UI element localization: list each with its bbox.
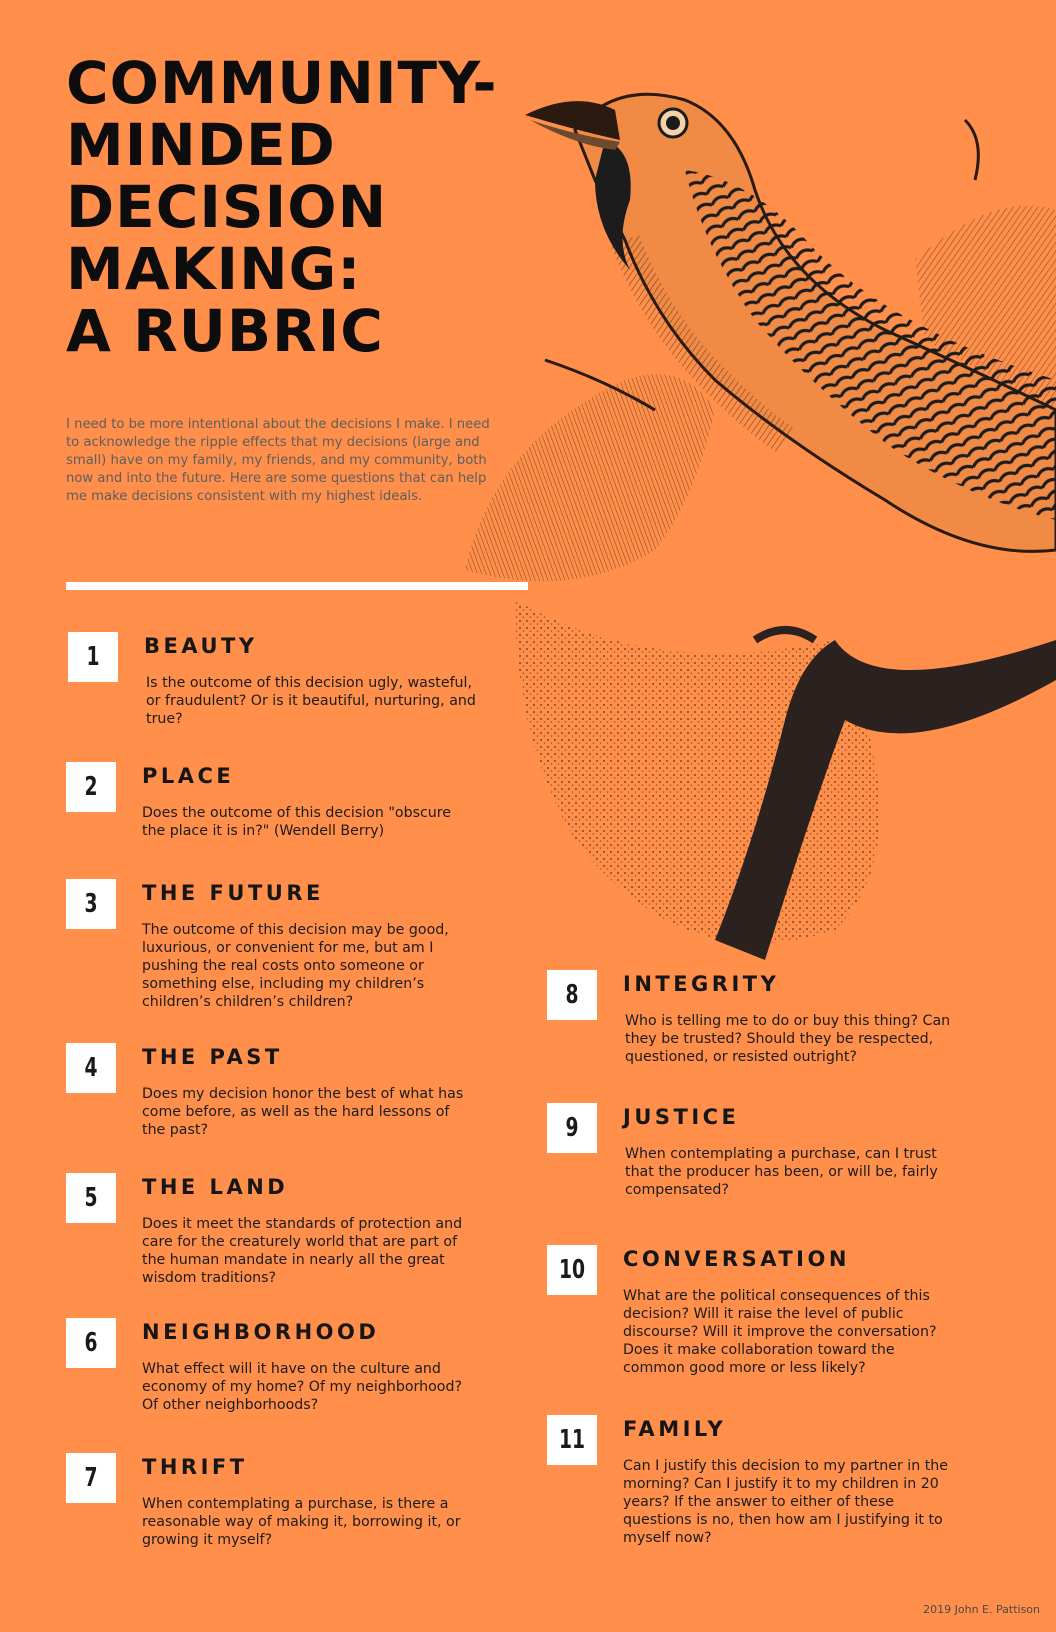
item-number: 1 <box>86 642 100 672</box>
divider <box>66 582 528 590</box>
item-number-box <box>547 1415 597 1465</box>
item-number: 6 <box>84 1328 98 1358</box>
item-number: 11 <box>558 1425 586 1455</box>
item-text: What are the political consequences of this decision? Will it raise the level of public discourse? Will it improve the conversation? Does it make collaboration toward the common good more or less likely? <box>623 1288 937 1376</box>
item-number: 8 <box>565 980 579 1010</box>
item-number: 5 <box>84 1183 98 1213</box>
item-number-box <box>66 1453 116 1503</box>
title-line: MINDED <box>66 111 336 179</box>
item-number-box <box>547 970 597 1020</box>
item-title: THE FUTURE <box>142 881 324 905</box>
item-number-box <box>66 1043 116 1093</box>
item-text: When contemplating a purchase, can I trust that the producer has been, or will be, fairly compensated? <box>625 1146 938 1198</box>
foliage-left-shape <box>465 374 715 581</box>
item-number: 10 <box>558 1255 586 1285</box>
item-number-box <box>547 1103 597 1153</box>
item-text: When contemplating a purchase, is there a reasonable way of making it, borrowing it, or growing it myself? <box>142 1496 461 1548</box>
title-line: MAKING: <box>66 235 362 303</box>
item-title: JUSTICE <box>623 1105 740 1129</box>
intro-paragraph: I need to be more intentional about the decisions I make. I need to acknowledge the ripple effects that my decisions (large and small) have on my family, my friends, and my community, both now and into the future. Here are some questions that can help me make decisions consistent with my highest ideals. <box>66 417 490 504</box>
bird-illustration <box>455 80 1056 980</box>
item-title: THE PAST <box>142 1045 283 1069</box>
item-number: 2 <box>84 772 98 802</box>
page-title <box>66 49 536 365</box>
item-title: NEIGHBORHOOD <box>142 1320 380 1344</box>
item-title: INTEGRITY <box>623 972 780 996</box>
item-number-box <box>68 632 118 682</box>
item-number-box <box>66 762 116 812</box>
item-title: BEAUTY <box>144 634 258 658</box>
title-line: A RUBRIC <box>66 297 384 365</box>
item-number: 7 <box>84 1463 98 1493</box>
bird-pupil <box>666 116 680 130</box>
item-text: Does my decision honor the best of what has come before, as well as the hard lessons of the past? <box>142 1086 464 1138</box>
item-number-box <box>66 1173 116 1223</box>
item-text: Does it meet the standards of protection and care for the creaturely world that are part of the human mandate in nearly all the great wisdom traditions? <box>142 1216 463 1286</box>
item-number: 4 <box>84 1053 98 1083</box>
item-text: Does the outcome of this decision "obscure the place it is in?" (Wendell Berry) <box>142 805 452 839</box>
item-title: FAMILY <box>623 1417 727 1441</box>
item-number: 9 <box>565 1113 579 1143</box>
item-text: Who is telling me to do or buy this thing? Can they be trusted? Should they be respected, questioned, or resisted outright? <box>625 1013 951 1065</box>
item-number-box <box>66 879 116 929</box>
title-line: DECISION <box>66 173 388 241</box>
item-text: Can I justify this decision to my partner in the morning? Can I justify it to my children in 20 years? If the answer to either of these questions is no, then how am I justifying it to myself now? <box>623 1458 949 1546</box>
credit-text: 2019 John E. Pattison <box>923 1603 1040 1616</box>
item-title: PLACE <box>142 764 235 788</box>
item-title: THE LAND <box>142 1175 289 1199</box>
item-title: THRIFT <box>142 1455 248 1479</box>
item-number: 3 <box>84 889 98 919</box>
twig-top <box>965 120 978 180</box>
item-number-box <box>547 1245 597 1295</box>
item-number-box <box>66 1318 116 1368</box>
item-text: Is the outcome of this decision ugly, wasteful, or fraudulent? Or is it beautiful, nurturing, and true? <box>146 675 476 727</box>
item-text: The outcome of this decision may be good, luxurious, or convenient for me, but am I pushing the real costs onto someone or something else, including my children’s children’s children’s children? <box>142 922 449 1010</box>
title-line: COMMUNITY- <box>66 49 498 117</box>
item-text: What effect will it have on the culture and economy of my home? Of my neighborhood? Of other neighborhoods? <box>142 1361 462 1413</box>
item-title: CONVERSATION <box>623 1247 850 1271</box>
bird-foot <box>755 630 815 640</box>
